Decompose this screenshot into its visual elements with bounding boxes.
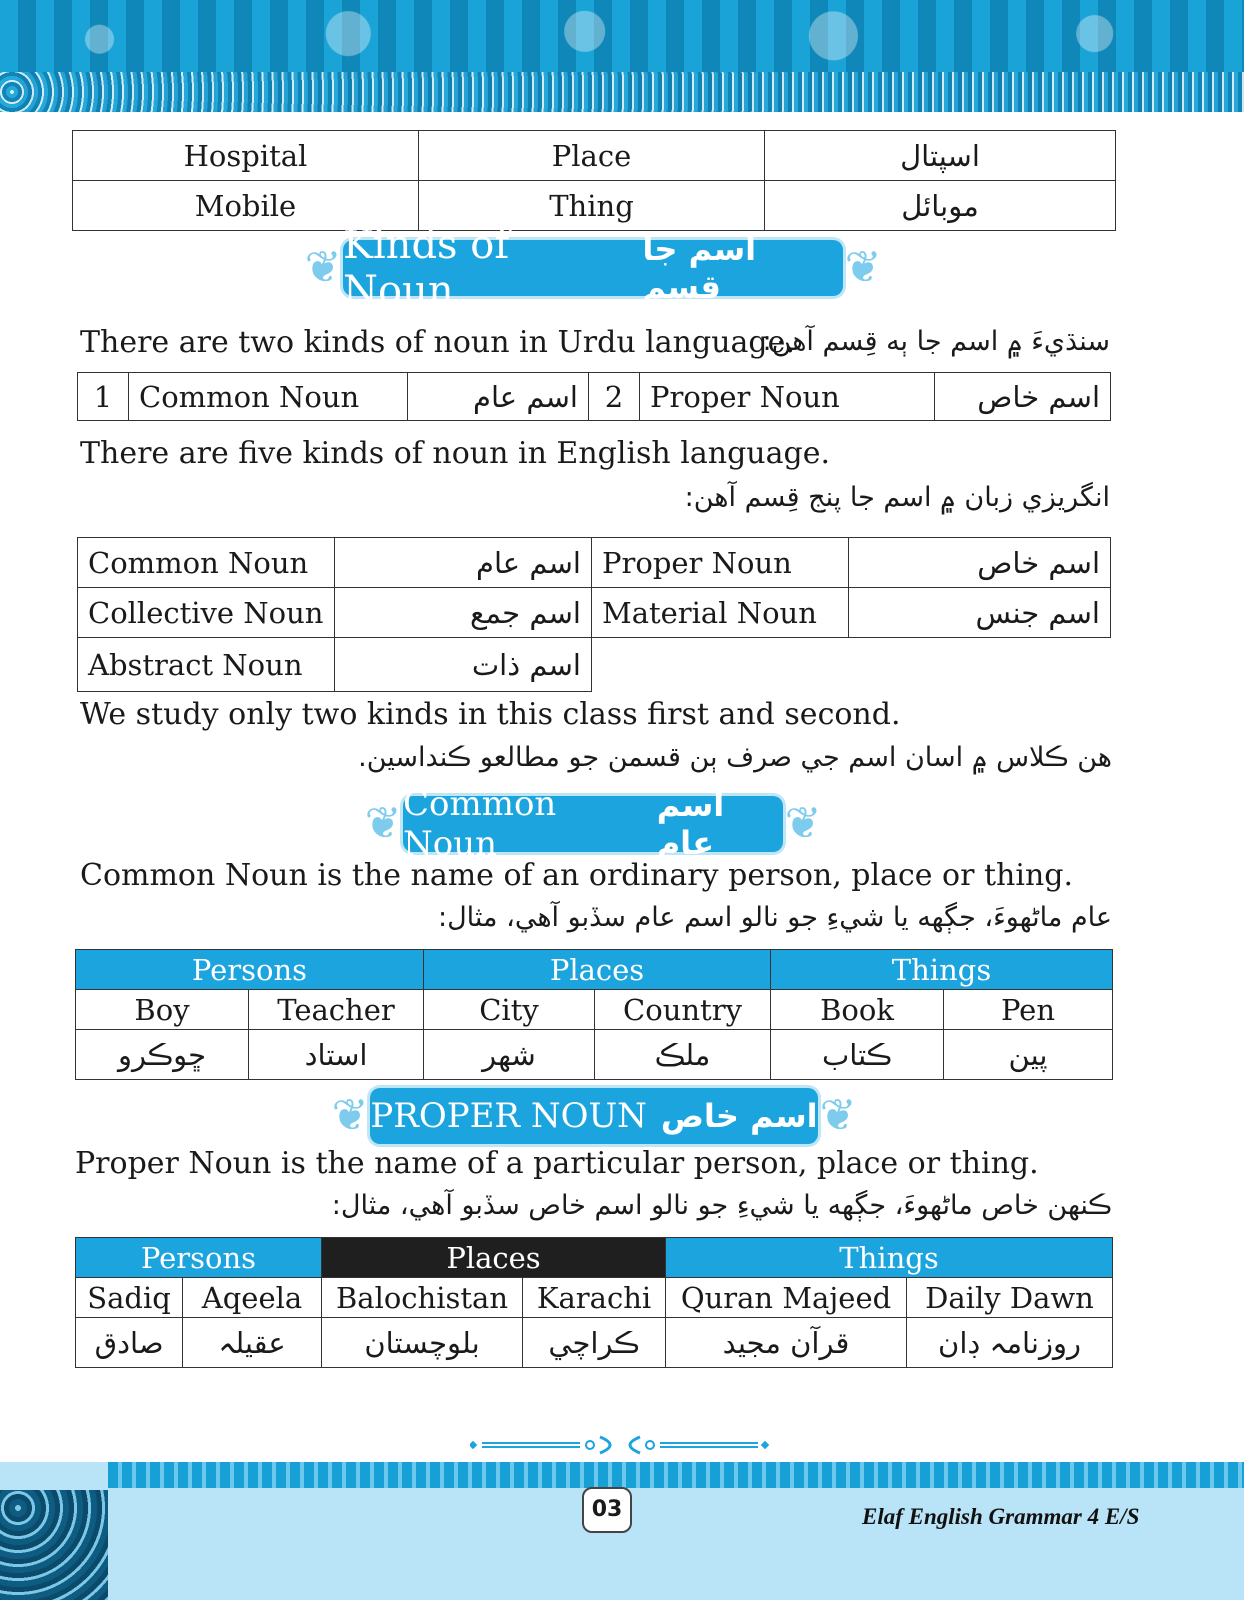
table-cell: اسم ذات xyxy=(335,638,592,692)
table-cell: موبائل xyxy=(765,181,1116,231)
table-cell: شهر xyxy=(424,1030,595,1080)
table-cell: Quran Majeed xyxy=(666,1278,907,1318)
table-cell: Country xyxy=(595,990,771,1030)
table-cell: Boy xyxy=(76,990,249,1030)
table-cell: اسم جنس xyxy=(849,588,1111,638)
study-note-sindhi: هن ڪلاس ۾ اسان اسم جي صرف ٻن قسمن جو مطالعو ڪنداسين. xyxy=(358,742,1112,773)
table-cell: Teacher xyxy=(249,990,424,1030)
ornament-right-icon: ❦ xyxy=(844,242,882,293)
table-cell: صادق xyxy=(76,1318,183,1368)
book-title: Elaf English Grammar 4 E/S xyxy=(862,1504,1140,1529)
english-kinds-intro: There are five kinds of noun in English language. xyxy=(80,436,830,471)
table-cell: Karachi xyxy=(523,1278,666,1318)
banner-sindhi-title: اسم جا قِسم xyxy=(642,230,757,306)
banner-title: Common Noun xyxy=(403,784,557,864)
urdu-kinds-table xyxy=(77,372,1111,421)
common-noun-banner xyxy=(403,784,783,864)
ornament-left-icon: ❦ xyxy=(304,242,342,293)
table-cell: 2 xyxy=(589,373,640,421)
table-cell: Place xyxy=(419,131,765,181)
table-cell: Thing xyxy=(419,181,765,231)
table-cell: روزنامہ ڊان xyxy=(907,1318,1113,1368)
common-noun-definition: Common Noun is the name of an ordinary person, place or thing. xyxy=(80,858,1074,893)
table-cell: اسم خاص xyxy=(935,373,1111,421)
table-cell: بلوچستان xyxy=(322,1318,523,1368)
table-cell: Proper Noun xyxy=(640,373,935,421)
kinds-of-noun-banner xyxy=(343,222,843,314)
empty-cell xyxy=(592,638,849,692)
table-cell: اسم جمع xyxy=(335,588,592,638)
table-cell: Pen xyxy=(944,990,1113,1030)
table-cell: ملڪ xyxy=(595,1030,771,1080)
urdu-kinds-intro-sindhi: سنڌيءَ ۾ اسم جا ٻه قِسم آهن: xyxy=(762,326,1110,357)
table-cell: Daily Dawn xyxy=(907,1278,1113,1318)
header-places: Places xyxy=(424,950,771,990)
table-cell: Collective Noun xyxy=(78,588,335,638)
table-cell: اسم عام xyxy=(335,538,592,588)
table-cell: استاد xyxy=(249,1030,424,1080)
ornament-right-icon: ❦ xyxy=(819,1090,857,1141)
study-note: We study only two kinds in this class first and second. xyxy=(80,697,901,732)
proper-noun-definition-sindhi: ڪنهن خاص ماڻهوءَ، جڳهه يا شيءِ جو نالو اسم خاص سڏبو آهي، مثال: xyxy=(331,1190,1112,1221)
page-number: 03 xyxy=(582,1487,632,1533)
table-cell: Proper Noun xyxy=(592,538,849,588)
table-cell: اسم خاص xyxy=(849,538,1111,588)
common-noun-table xyxy=(75,949,1113,1080)
top-decorative-band xyxy=(0,0,1244,112)
header-places: Places xyxy=(322,1238,666,1278)
banner-sindhi-title: اسم عام xyxy=(656,786,725,862)
ornament-left-icon: ❦ xyxy=(364,798,402,849)
english-kinds-table xyxy=(77,537,1111,692)
table-cell: Balochistan xyxy=(322,1278,523,1318)
table-cell: 1 xyxy=(78,373,129,421)
table-cell: Material Noun xyxy=(592,588,849,638)
english-kinds-intro-sindhi: انگريزي زبان ۾ اسم جا پنج قِسم آهن: xyxy=(684,482,1110,513)
table-cell: اسپتال xyxy=(765,131,1116,181)
banner-title: Kinds of Noun xyxy=(343,222,510,314)
header-things: Things xyxy=(771,950,1113,990)
table-cell: Mobile xyxy=(73,181,419,231)
table-cell: Book xyxy=(771,990,944,1030)
table-cell: قرآن مجيد xyxy=(666,1318,907,1368)
table-cell: اسم عام xyxy=(408,373,589,421)
banner-title: PROPER NOUN xyxy=(370,1096,647,1136)
banner-sindhi-title: اسم خاص xyxy=(660,1097,818,1135)
table-cell: Sadiq xyxy=(76,1278,183,1318)
table-cell: Hospital xyxy=(73,131,419,181)
table-cell: Common Noun xyxy=(129,373,408,421)
empty-cell xyxy=(849,638,1111,692)
header-persons: Persons xyxy=(76,950,424,990)
header-persons: Persons xyxy=(76,1238,322,1278)
proper-noun-banner xyxy=(370,1088,818,1144)
ornament-right-icon: ❦ xyxy=(784,798,822,849)
proper-noun-definition: Proper Noun is the name of a particular person, place or thing. xyxy=(75,1146,1039,1181)
ornament-left-icon: ❦ xyxy=(331,1090,369,1141)
table-cell: Abstract Noun xyxy=(78,638,335,692)
proper-noun-table xyxy=(75,1237,1113,1368)
section-divider-icon xyxy=(470,1433,770,1457)
table-cell: Common Noun xyxy=(78,538,335,588)
table-cell: ڇوڪرو xyxy=(76,1030,249,1080)
table-cell: ڪتاب xyxy=(771,1030,944,1080)
table-cell: پين xyxy=(944,1030,1113,1080)
table-cell: Aqeela xyxy=(183,1278,322,1318)
table-cell: ڪراچي xyxy=(523,1318,666,1368)
top-vocab-table xyxy=(72,130,1116,231)
bottom-pattern-strip xyxy=(108,1462,1244,1488)
table-cell: عقيلہ xyxy=(183,1318,322,1368)
bottom-left-pattern xyxy=(0,1490,108,1600)
table-cell: City xyxy=(424,990,595,1030)
urdu-kinds-intro: There are two kinds of noun in Urdu language. xyxy=(80,325,795,360)
header-things: Things xyxy=(666,1238,1113,1278)
common-noun-definition-sindhi: عام ماڻهوءَ، جڳهه يا شيءِ جو نالو اسم عام سڏبو آهي، مثال: xyxy=(437,902,1112,933)
